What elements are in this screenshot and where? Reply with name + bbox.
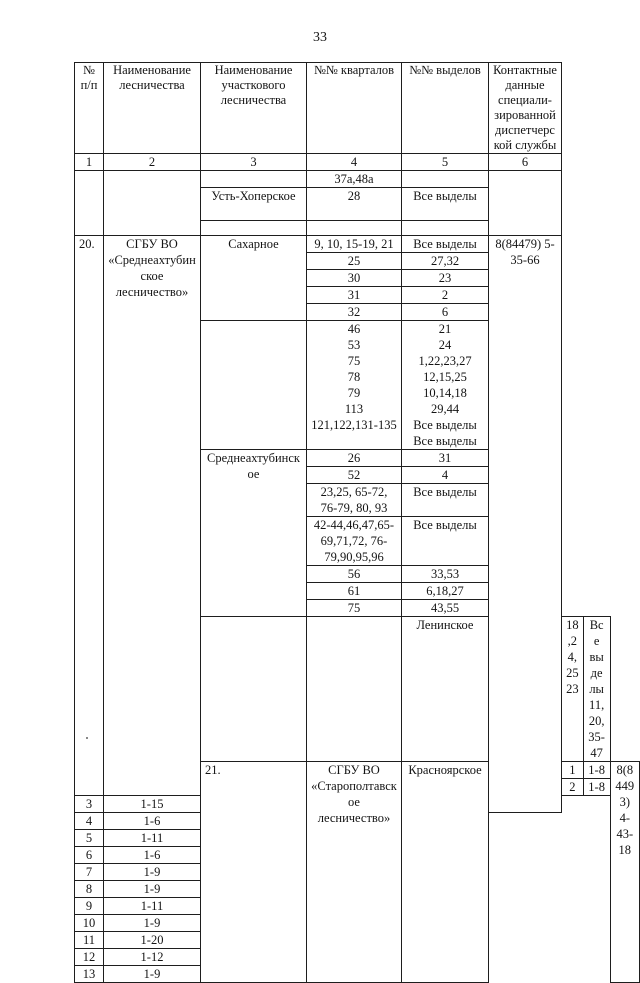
allotment-cell: 1-15 [104,796,201,813]
cell-empty [104,171,201,236]
quarter-line: 78 [347,370,361,384]
quarter-group [562,617,584,762]
quarter-cell: 52 [307,467,402,484]
allotment-cell: 1-6 [104,813,201,830]
cell-empty [402,221,489,236]
header-quarters: №№ кварталов [307,63,402,154]
quarter-line: 53 [347,338,361,352]
district-name: Усть-Хоперское [201,188,307,221]
forestry-name: СГБУ ВО «Старополтавское лесничество» [307,762,402,983]
quarter-cell: 11 [75,932,104,949]
table-row [75,236,640,253]
allotment-cell: Все выделы [402,188,489,221]
quarter-cell: 1 [562,762,584,779]
header-district-forestry: Наименование участкового лесничества [201,63,307,154]
cell-empty [201,171,307,188]
quarter-cell: 12 [75,949,104,966]
allotment-cell: 23 [402,270,489,287]
allotment-cell: 27,32 [402,253,489,270]
allotment-cell: 2 [402,287,489,304]
quarter-cell: 9 [75,898,104,915]
quarter-cell: 32 [307,304,402,321]
quarter-cell: 26 [307,450,402,467]
column-number: 3 [201,154,307,171]
allotment-cell: 1-9 [104,915,201,932]
quarter-cell: 42-44,46,47,65-69,71,72, 76-79,90,95,96 [307,517,402,566]
quarter-line: 75 [347,354,361,368]
allotment-line: Все выделы [413,418,477,432]
allotment-cell: 1-9 [104,966,201,983]
allotment-cell: 1-20 [104,932,201,949]
quarter-cell: 75 [307,600,402,617]
column-number: 4 [307,154,402,171]
quarter-cell: 6 [75,847,104,864]
quarter-cell: 2 [562,779,584,796]
table-row [75,171,640,188]
allotment-line: 12,15,25 [423,370,467,384]
quarter-cell: 9, 10, 15-19, 21 [307,236,402,253]
header-contacts: Контактные данные специали-зированной диспетчерс кой службы [489,63,562,154]
cell-empty [201,617,307,762]
allotment-cell: 1-6 [104,847,201,864]
allotment-cell: 6,18,27 [402,583,489,600]
cell-empty [307,617,402,762]
allotment-cell: Все выделы [402,236,489,253]
cell-empty [201,221,307,236]
quarter-cell: 31 [307,287,402,304]
quarter-cell: 61 [307,583,402,600]
column-number: 2 [104,154,201,171]
cell-empty [307,221,402,236]
allotment-line: 21 [438,322,452,336]
allotment-cell: 1-11 [104,898,201,915]
allotment-cell: 33,53 [402,566,489,583]
quarter-cell: 10 [75,915,104,932]
header-allotments: №№ выделов [402,63,489,154]
forestry-name: СГБУ ВО «Среднеахтубинское лесничество» [104,236,201,796]
allotment-cell: Все выделы [402,484,489,517]
allotment-cell: 1-8 [583,762,610,779]
contact-cell: 8(84493) 4-43-18 [610,762,639,983]
quarter-cell: 8 [75,881,104,898]
quarter-line: 79 [347,386,361,400]
allotment-line: Все выделы [589,618,604,696]
district-name: Сахарное [201,236,307,321]
quarter-cell: 23,25, 65-72, 76-79, 80, 93 [307,484,402,517]
allotment-line: Все выделы [413,434,477,448]
contact-cell: 8(84479) 5-35-66 [489,236,562,813]
quarter-line: 23 [566,682,579,696]
allotment-cell: 1-11 [104,830,201,847]
allotment-cell: 43,55 [402,600,489,617]
quarter-cell: 4 [75,813,104,830]
district-name: Ленинское [402,617,489,762]
district-name: Красноярское [402,762,489,983]
quarter-line: 18,24,25 [566,618,579,680]
allotment-cell: 1-12 [104,949,201,966]
row-number: 20. [75,236,104,796]
column-number: 5 [402,154,489,171]
page-number: 33 [313,30,327,45]
allotment-line: 1,22,23,27 [418,354,472,368]
quarter-cell: 3 [75,796,104,813]
row-number: 21. [201,762,307,983]
column-number: 1 [75,154,104,171]
quarter-cell: 13 [75,966,104,983]
allotment-line: 24 [438,338,452,352]
allotment-cell: 4 [402,467,489,484]
allotment-cell: 31 [402,450,489,467]
allotment-cell: 1-9 [104,864,201,881]
allotment-line: 11,20,35-47 [588,698,605,760]
allotment-line: 10,14,18 [423,386,467,400]
allotment-cell: 1-8 [583,779,610,796]
cell-empty [402,171,489,188]
header-number: № п/п [75,63,104,154]
quarter-line: 46 [347,322,361,336]
quarter-cell: 37а,48а [307,171,402,188]
table-header-row [75,63,640,154]
quarter-line: 113 [344,402,364,416]
allotment-cell: Все выделы [402,517,489,566]
column-number: 6 [489,154,562,171]
quarter-cell: 7 [75,864,104,881]
allotment-group [583,617,610,762]
district-name: Среднеахтубинское [201,450,307,617]
header-forestry: Наименование лесничества [104,63,201,154]
cell-empty [75,171,104,236]
quarter-cell: 30 [307,270,402,287]
forestry-table [74,62,640,983]
quarter-group [307,321,402,450]
column-number-row [75,154,640,171]
quarter-line: 121,122,131-135 [311,418,397,432]
allotment-group [402,321,489,450]
quarter-cell: 5 [75,830,104,847]
cell-empty [201,321,307,450]
quarter-cell: 28 [307,188,402,221]
scan-speck [86,737,88,739]
quarter-cell: 56 [307,566,402,583]
cell-empty [489,171,562,236]
quarter-cell: 25 [307,253,402,270]
allotment-line: 29,44 [430,402,460,416]
allotment-cell: 1-9 [104,881,201,898]
allotment-cell: 6 [402,304,489,321]
